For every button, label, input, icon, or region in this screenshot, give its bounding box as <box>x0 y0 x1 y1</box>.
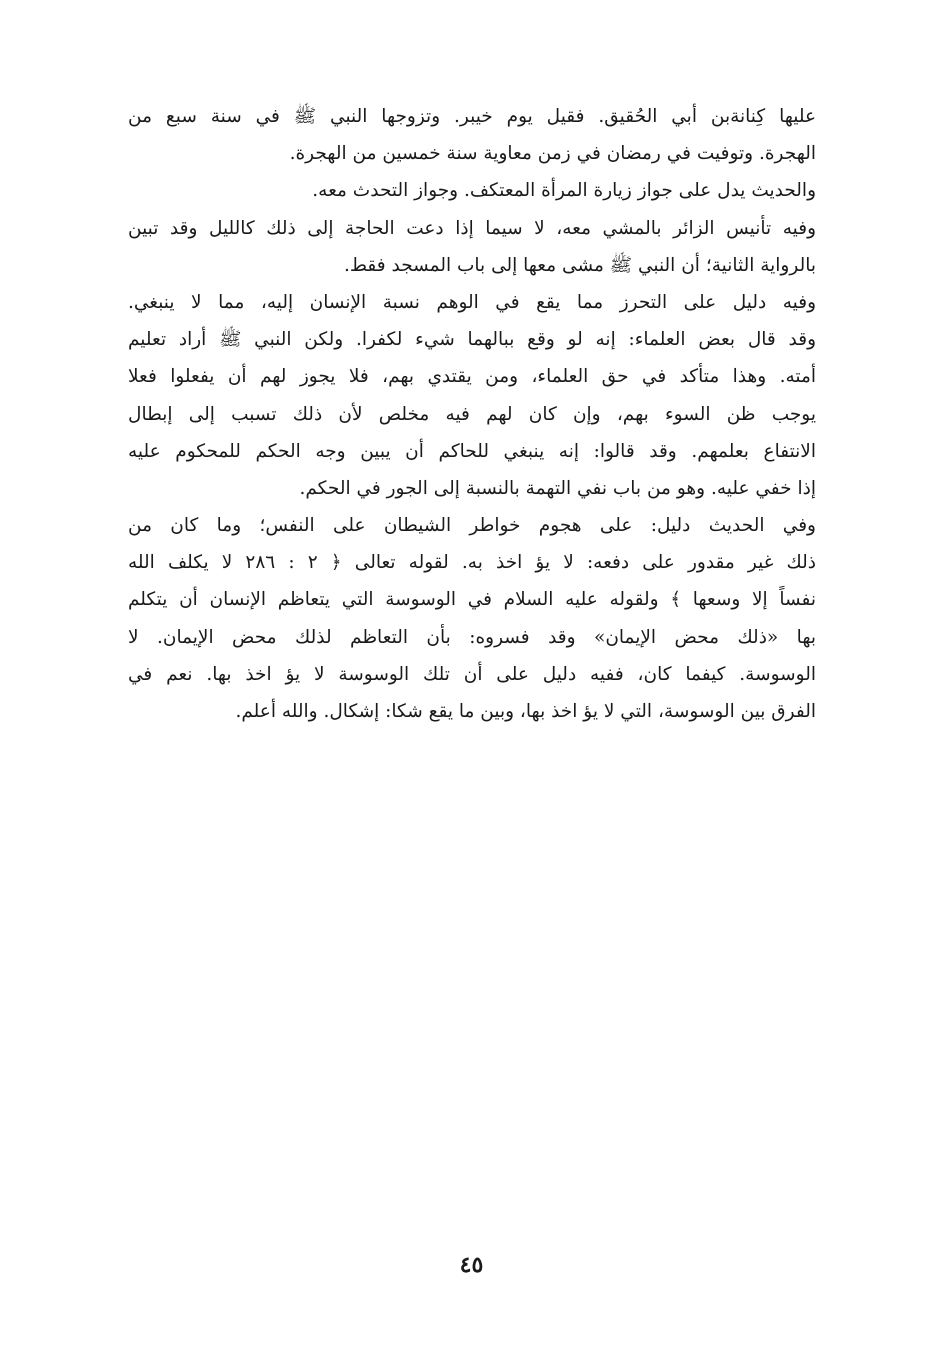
text-line: يوجب ظن السوء بهم، وإن كان لهم فيه مخلص لأن ذلك تسبب إلى إبطال <box>128 403 816 425</box>
text-line: وقد قال بعض العلماء: إنه لو وقع ببالهما شيء لكفرا. ولكن النبي ﷺ أراد تعليم <box>128 329 816 351</box>
text-line: وفيه دليل على التحرز مما يقع في الوهم نسبة الإنسان إليه، مما لا ينبغي. <box>128 291 816 313</box>
text-line: الهجرة. وتوفيت في رمضان في زمن معاوية سنة خمسين من الهجرة. <box>289 143 816 165</box>
text-line: أمته. وهذا متأكد في حق العلماء، ومن يقتدي بهم، فلا يجوز لهم أن يفعلوا فعلا <box>128 366 816 388</box>
text-line: نفساً إلا وسعها ﴾ ولقوله عليه السلام في الوسوسة التي يتعاظم الإنسان أن يتكلم <box>128 589 816 611</box>
text-line: بها «ذلك محض الإيمان» وقد فسروه: بأن التعاظم لذلك محض الإيمان. لا <box>128 626 816 648</box>
text-line: ذلك غير مقدور على دفعه: لا يؤ اخذ به. لقوله تعالى ﴿ ٢ : ٢٨٦ لا يكلف الله <box>128 552 816 574</box>
text-line: الفرق بين الوسوسة، التي لا يؤ اخذ بها، وبين ما يقع شكا: إشكال. والله أعلم. <box>235 701 816 722</box>
text-line: بالرواية الثانية؛ أن النبي ﷺ مشى معها إلى باب المسجد فقط. <box>343 254 816 276</box>
text-line: وفيه تأنيس الزائر بالمشي معه، لا سيما إذا دعت الحاجة إلى ذلك كالليل وقد تبين <box>128 217 816 239</box>
page-number: ٤٥ <box>459 1252 484 1278</box>
text-line: عليها كِنانةبن أبي الحُقيق. فقيل يوم خيبر. وتزوجها النبي ﷺ في سنة سبع من <box>128 106 816 127</box>
text-line: الانتفاع بعلمهم. وقد قالوا: إنه ينبغي للحاكم أن يبين وجه الحكم للمحكوم عليه <box>128 440 816 462</box>
text-line: وفي الحديث دليل: على هجوم خواطر الشيطان على النفس؛ وما كان من <box>128 515 816 537</box>
text-line: إذا خفي عليه. وهو من باب نفي التهمة بالنسبة إلى الجور في الحكم. <box>299 477 816 499</box>
body-text <box>128 98 816 730</box>
text-line: الوسوسة. كيفما كان، ففيه دليل على أن تلك الوسوسة لا يؤ اخذ بها. نعم في <box>128 663 816 685</box>
text-line: والحديث يدل على جواز زيارة المرأة المعتكف. وجواز التحدث معه. <box>312 180 816 202</box>
